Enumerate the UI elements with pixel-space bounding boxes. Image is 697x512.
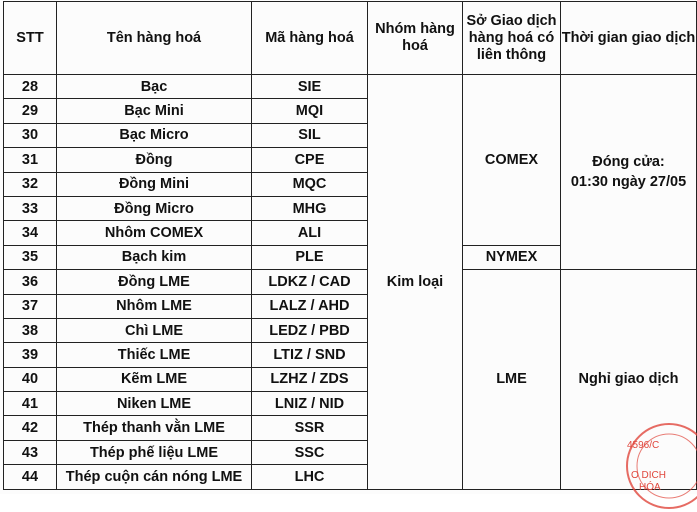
name-cell: Nhôm COMEX xyxy=(57,221,252,245)
stt-cell: 30 xyxy=(4,123,57,147)
time-label: Đóng cửa: xyxy=(592,154,665,171)
exchange-cell-nymex: NYMEX xyxy=(463,245,561,269)
header-name: Tên hàng hoá xyxy=(57,2,252,75)
code-cell: LTIZ / SND xyxy=(252,343,368,367)
code-cell: SSC xyxy=(252,440,368,464)
stt-cell: 40 xyxy=(4,367,57,391)
name-cell: Đồng Micro xyxy=(57,196,252,220)
code-cell: MQI xyxy=(252,99,368,123)
commodity-trading-table xyxy=(3,1,697,490)
code-cell: LNIZ / NID xyxy=(252,392,368,416)
table-body xyxy=(4,75,697,490)
time-cell-open xyxy=(561,75,697,270)
header-time: Thời gian giao dịch xyxy=(561,2,697,75)
stt-cell: 36 xyxy=(4,270,57,294)
code-cell: LALZ / AHD xyxy=(252,294,368,318)
stamp-middle-text: O DICH xyxy=(631,470,666,481)
stt-cell: 32 xyxy=(4,172,57,196)
exchange-cell-lme: LME xyxy=(463,270,561,490)
code-cell: SIL xyxy=(252,123,368,147)
header-code: Mã hàng hoá xyxy=(252,2,368,75)
time-value: 01:30 ngày 27/05 xyxy=(570,174,687,191)
stt-cell: 43 xyxy=(4,440,57,464)
code-cell: PLE xyxy=(252,245,368,269)
header-row xyxy=(4,2,697,75)
stt-cell: 28 xyxy=(4,75,57,99)
stt-cell: 44 xyxy=(4,465,57,489)
stt-cell: 34 xyxy=(4,221,57,245)
name-cell: Kẽm LME xyxy=(57,367,252,391)
exchange-cell-comex: COMEX xyxy=(463,75,561,246)
code-cell: LEDZ / PBD xyxy=(252,318,368,342)
table-row xyxy=(4,75,697,99)
stt-cell: 42 xyxy=(4,416,57,440)
code-cell: SIE xyxy=(252,75,368,99)
name-cell: Nhôm LME xyxy=(57,294,252,318)
name-cell: Thép thanh vằn LME xyxy=(57,416,252,440)
header-group: Nhóm hàng hoá xyxy=(368,2,463,75)
name-cell: Đồng xyxy=(57,148,252,172)
header-exchange: Sở Giao dịch hàng hoá có liên thông xyxy=(463,2,561,75)
time-cell-closed: Nghỉ giao dịch xyxy=(561,270,697,490)
name-cell: Chì LME xyxy=(57,318,252,342)
stamp-top-text: 4596/C xyxy=(627,440,660,451)
code-cell: CPE xyxy=(252,148,368,172)
stt-cell: 39 xyxy=(4,343,57,367)
name-cell: Thiếc LME xyxy=(57,343,252,367)
code-cell: LHC xyxy=(252,465,368,489)
code-cell: MQC xyxy=(252,172,368,196)
stt-cell: 31 xyxy=(4,148,57,172)
name-cell: Bạc Micro xyxy=(57,123,252,147)
stt-cell: 37 xyxy=(4,294,57,318)
stamp-bottom-text: HÓA xyxy=(639,482,661,493)
name-cell: Đồng Mini xyxy=(57,172,252,196)
table-row xyxy=(4,270,697,294)
header-stt: STT xyxy=(4,2,57,75)
name-cell: Thép cuộn cán nóng LME xyxy=(57,465,252,489)
group-cell: Kim loại xyxy=(368,75,463,490)
stt-cell: 41 xyxy=(4,392,57,416)
name-cell: Bạc xyxy=(57,75,252,99)
name-cell: Bạch kim xyxy=(57,245,252,269)
code-cell: ALI xyxy=(252,221,368,245)
stt-cell: 33 xyxy=(4,196,57,220)
code-cell: LDKZ / CAD xyxy=(252,270,368,294)
code-cell: LZHZ / ZDS xyxy=(252,367,368,391)
name-cell: Đồng LME xyxy=(57,270,252,294)
stt-cell: 29 xyxy=(4,99,57,123)
name-cell: Bạc Mini xyxy=(57,99,252,123)
code-cell: MHG xyxy=(252,196,368,220)
name-cell: Thép phế liệu LME xyxy=(57,440,252,464)
stt-cell: 35 xyxy=(4,245,57,269)
stt-cell: 38 xyxy=(4,318,57,342)
code-cell: SSR xyxy=(252,416,368,440)
name-cell: Niken LME xyxy=(57,392,252,416)
table-header xyxy=(4,2,697,75)
